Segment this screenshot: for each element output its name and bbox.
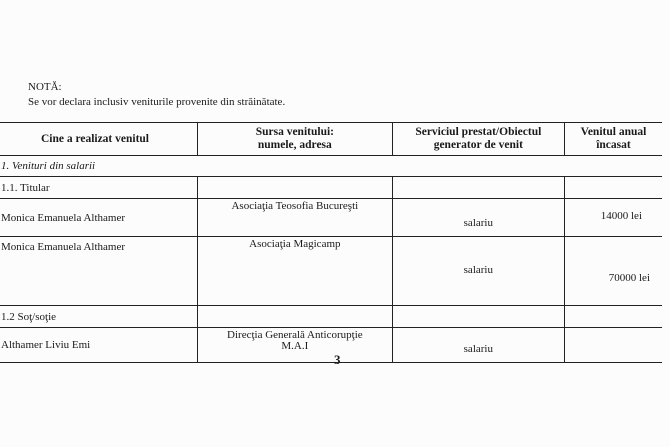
source-cell [197,328,392,363]
header-service-line2: generator de venit [433,139,523,151]
who-cell: Althamer Liviu Emi [0,328,197,363]
table-row [0,199,662,237]
subsection-label: 1.1. Titular [0,177,197,199]
page-number: 3 [334,352,341,367]
empty-cell [197,177,392,199]
subsection-row-spouse [0,306,662,328]
subsection-label: 1.2 Soţ/soţie [0,306,197,328]
source-line1: Direcţia Generală Anticorupţie [227,329,363,341]
header-source-line2: numele, adresa [257,139,332,151]
service-cell: salariu [392,328,564,363]
amount-cell: 70000 lei [564,237,662,306]
table-header-row [0,123,662,156]
section-label: 1. Venituri din salarii [0,156,662,177]
empty-cell [197,306,392,328]
table-row [0,328,662,363]
service-cell: salariu [392,237,564,306]
source-cell: Asociaţia Magicamp [197,237,392,306]
note-label: NOTĂ: [28,81,62,93]
header-source [197,123,392,156]
header-service-line1: Serviciul prestat/Obiectul [415,126,542,138]
header-amount-line2: încasat [596,139,631,151]
empty-cell [564,306,662,328]
income-table [0,122,662,363]
note-text: Se vor declara inclusiv veniturile provenite din străinătate. [28,96,286,108]
service-cell: salariu [392,199,564,237]
amount-cell: 14000 lei [564,199,662,237]
header-amount [564,123,662,156]
source-line2: M.A.I [281,340,309,352]
header-service [392,123,564,156]
amount-cell [564,328,662,363]
header-who: Cine a realizat venitul [0,123,197,156]
header-amount-line1: Venitul anual [580,126,647,138]
empty-cell [564,177,662,199]
section-row-salaries [0,156,662,177]
who-cell: Monica Emanuela Althamer [0,199,197,237]
subsection-row-titular [0,177,662,199]
empty-cell [392,306,564,328]
who-cell: Monica Emanuela Althamer [0,237,197,306]
empty-cell [392,177,564,199]
table-row [0,237,662,306]
header-source-line1: Sursa venitului: [255,126,334,138]
source-cell: Asociaţia Teosofia Bucureşti [197,199,392,237]
